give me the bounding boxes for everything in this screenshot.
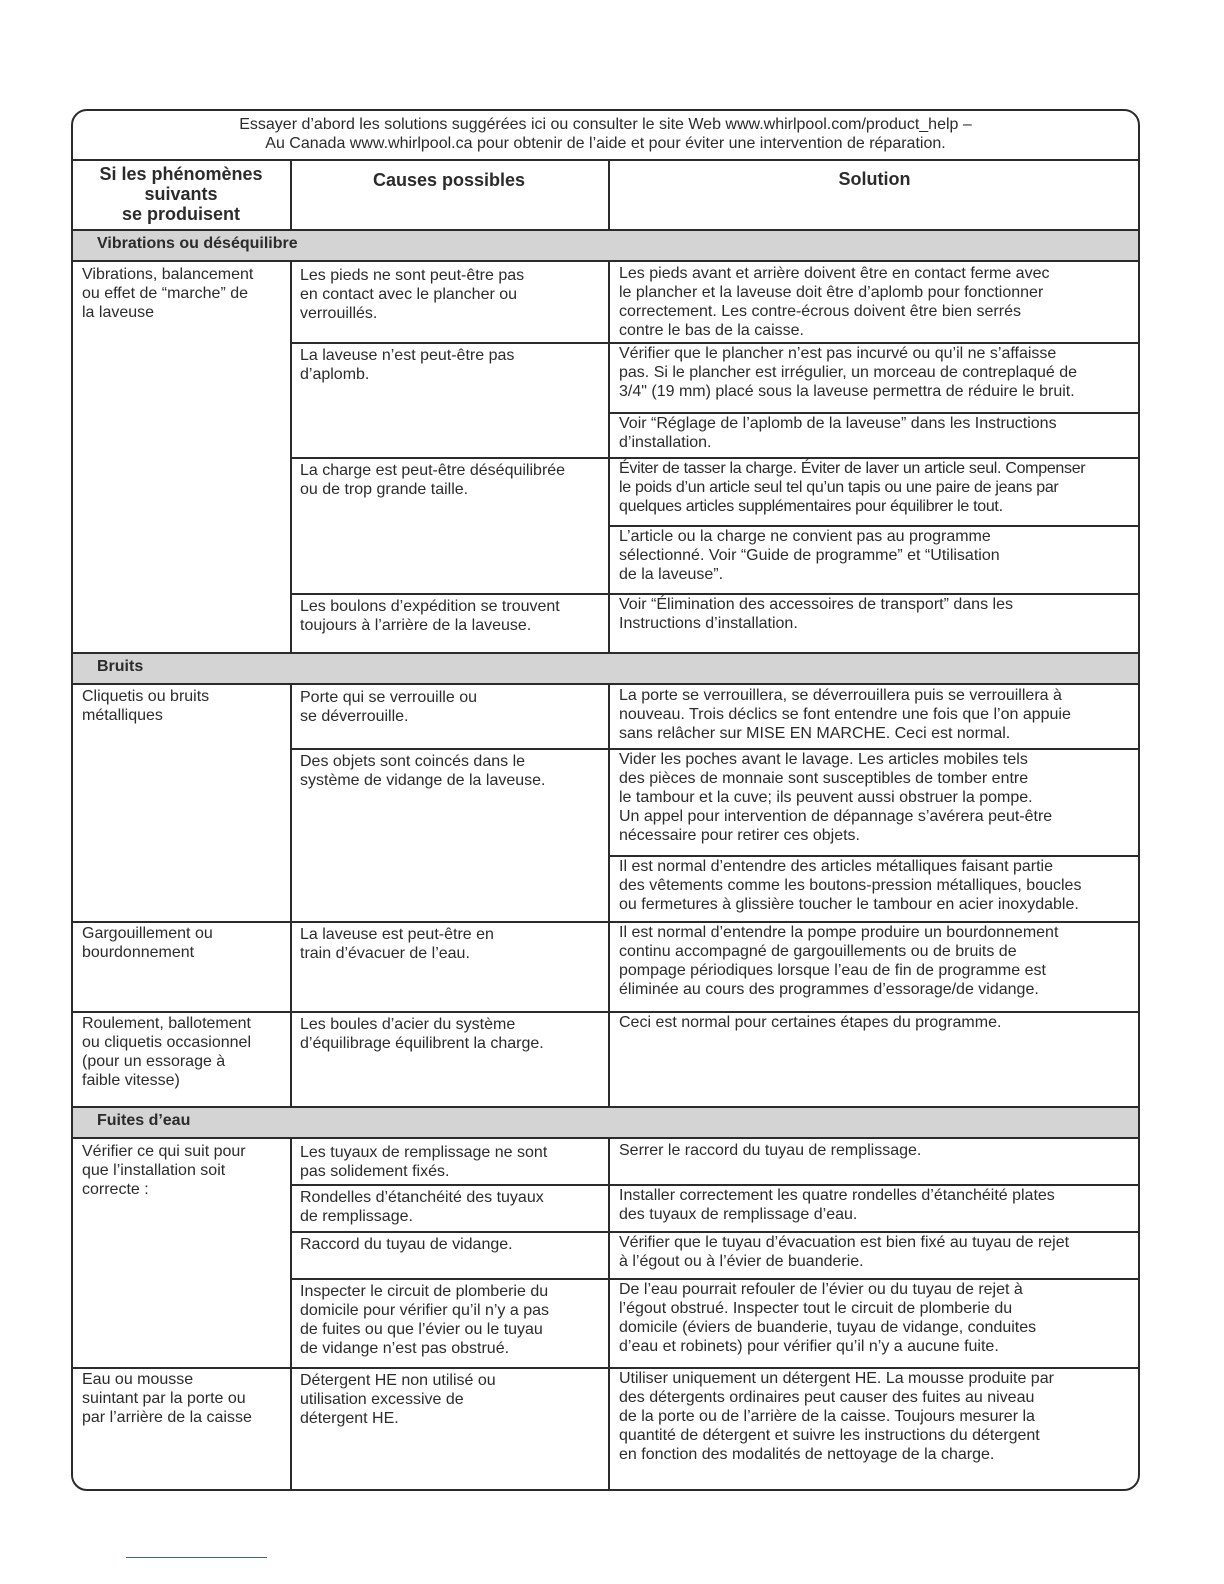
cause-cell-line: La charge est peut-être déséquilibrée bbox=[300, 462, 566, 479]
solution-cell-line: en fonction des modalités de nettoyage de la charge. bbox=[619, 1446, 995, 1463]
solution-cell-line: le poids d’un article seul tel qu’un tapis ou une paire de jeans par bbox=[619, 479, 1059, 496]
cause-cell bbox=[300, 597, 560, 635]
symptom-cell-line: correcte : bbox=[82, 1181, 149, 1198]
cause-cell-line: train d’évacuer de l’eau. bbox=[300, 945, 470, 962]
solution-cell-line: Instructions d’installation. bbox=[619, 615, 798, 632]
symptom-cell bbox=[82, 1014, 251, 1090]
solution-cell-line: Voir “Élimination des accessoires de transport” dans les bbox=[619, 596, 1013, 613]
symptom-cell-line: Gargouillement ou bbox=[82, 925, 213, 942]
solution-cell-line: Ceci est normal pour certaines étapes du programme. bbox=[619, 1014, 1002, 1031]
footer-rule bbox=[126, 1557, 267, 1558]
solution-cell-line: Serrer le raccord du tuyau de remplissage. bbox=[619, 1142, 922, 1159]
solution-cell-line: quelques articles supplémentaires pour équilibrer le tout. bbox=[619, 498, 1003, 515]
symptom-cell-line: Vérifier ce qui suit pour bbox=[82, 1143, 246, 1160]
cause-cell bbox=[300, 266, 524, 323]
solution-cell-line: des vêtements comme les boutons-pression métalliques, boucles bbox=[619, 877, 1082, 894]
intro-line: Au Canada www.whirlpool.ca pour obtenir de l’aide et pour éviter une intervention de réparation. bbox=[265, 135, 946, 152]
solution-cell-line: Voir “Réglage de l’aplomb de la laveuse” dans les Instructions bbox=[619, 415, 1057, 432]
solution-cell bbox=[619, 686, 1071, 743]
solution-cell bbox=[619, 1141, 921, 1160]
solution-cell bbox=[619, 595, 1013, 633]
solution-cell-line: à l’égout ou à l’évier de buanderie. bbox=[619, 1253, 864, 1270]
cause-cell-line: Les boulons d’expédition se trouvent bbox=[300, 598, 560, 615]
solution-cell-line: domicile (éviers de buanderie, tuyau de vidange, conduites bbox=[619, 1319, 1037, 1336]
solution-cell bbox=[619, 1280, 1036, 1356]
cause-cell-line: La laveuse est peut-être en bbox=[300, 926, 494, 943]
solution-cell bbox=[619, 923, 1058, 999]
header-symptom-line: Si les phénomènes bbox=[99, 164, 263, 184]
cause-cell-line: toujours à l’arrière de la laveuse. bbox=[300, 617, 532, 634]
cause-cell-line: Des objets sont coincés dans le bbox=[300, 753, 526, 770]
intro-line: Essayer d’abord les solutions suggérées ici ou consulter le site Web www.whirlpool.com/product_help – bbox=[239, 116, 972, 133]
cause-cell-line: Porte qui se verrouille ou bbox=[300, 689, 477, 706]
cause-cell-line: se déverrouille. bbox=[300, 708, 409, 725]
solution-cell-line: éliminée au cours des programmes d’essorage/de vidange. bbox=[619, 981, 1039, 998]
cause-cell-line: pas solidement fixés. bbox=[300, 1163, 450, 1180]
symptom-cell-line: suintant par la porte ou bbox=[82, 1390, 246, 1407]
solution-cell-line: pas. Si le plancher est irrégulier, un morceau de contreplaqué de bbox=[619, 364, 1078, 381]
cause-cell bbox=[300, 1015, 544, 1053]
solution-cell bbox=[619, 264, 1049, 340]
solution-cell bbox=[619, 750, 1052, 845]
column-divider bbox=[290, 159, 292, 229]
solution-cell-line: des tuyaux de remplissage d’eau. bbox=[619, 1206, 858, 1223]
solution-cell-line: le tambour et la cuve; ils peuvent aussi obstruer la pompe. bbox=[619, 789, 1033, 806]
solution-cell-line: 3/4" (19 mm) placé sous la laveuse permettra de réduire le bruit. bbox=[619, 383, 1075, 400]
symptom-cell-line: Vibrations, balancement bbox=[82, 266, 254, 283]
solution-cell-line: Il est normal d’entendre des articles métalliques faisant partie bbox=[619, 858, 1053, 875]
cause-cell bbox=[300, 1282, 549, 1358]
symptom-cell-line: faible vitesse) bbox=[82, 1072, 180, 1089]
symptom-cell bbox=[82, 1142, 246, 1199]
column-divider bbox=[608, 159, 610, 229]
symptom-cell bbox=[82, 687, 209, 725]
column-divider bbox=[608, 1139, 610, 1489]
symptom-cell-line: ou effet de “marche” de bbox=[82, 285, 249, 302]
cause-cell bbox=[300, 1188, 544, 1226]
solution-cell-line: correctement. Les contre-écrous doivent être bien serrés bbox=[619, 303, 1021, 320]
solution-cell-line: De l’eau pourrait refouler de l’évier ou du tuyau de rejet à bbox=[619, 1281, 1023, 1298]
solution-cell-line: des détergents ordinaires peut causer des fuites au niveau bbox=[619, 1389, 1035, 1406]
solution-cell-line: sans relâcher sur MISE EN MARCHE. Ceci est normal. bbox=[619, 725, 1011, 742]
column-divider bbox=[290, 1139, 292, 1489]
cause-cell-line: verrouillés. bbox=[300, 305, 378, 322]
cause-cell-line: Raccord du tuyau de vidange. bbox=[300, 1236, 513, 1253]
cause-cell-line: d’aplomb. bbox=[300, 366, 370, 383]
symptom-cell-line: ou cliquetis occasionnel bbox=[82, 1034, 251, 1051]
solution-cell-line: sélectionné. Voir “Guide de programme” et “Utilisation bbox=[619, 547, 1000, 564]
cause-cell-line: système de vidange de la laveuse. bbox=[300, 772, 546, 789]
cause-cell-line: domicile pour vérifier qu’il n’y a pas bbox=[300, 1302, 549, 1319]
solution-cell-line: Utiliser uniquement un détergent HE. La mousse produite par bbox=[619, 1370, 1054, 1387]
symptom-cell-line: que l’installation soit bbox=[82, 1162, 226, 1179]
cause-cell-line: de vidange n’est pas obstrué. bbox=[300, 1340, 510, 1357]
solution-cell-line: Un appel pour intervention de dépannage s’avérera peut-être bbox=[619, 808, 1053, 825]
section-band: Bruits bbox=[73, 652, 1138, 685]
solution-cell-line: d’eau et robinets) pour vérifier qu’il n’y a aucune fuite. bbox=[619, 1338, 999, 1355]
solution-cell-line: de la porte ou de l’arrière de la caisse. Toujours mesurer la bbox=[619, 1408, 1035, 1425]
cause-cell-line: Inspecter le circuit de plomberie du bbox=[300, 1283, 549, 1300]
cause-cell-line: Détergent HE non utilisé ou bbox=[300, 1372, 496, 1389]
solution-cell-line: Vider les poches avant le lavage. Les articles mobiles tels bbox=[619, 751, 1028, 768]
symptom-cell-line: Roulement, ballotement bbox=[82, 1015, 251, 1032]
solution-cell-line: nécessaire pour retirer ces objets. bbox=[619, 827, 860, 844]
header-symptom-line: suivants bbox=[144, 184, 218, 204]
cause-cell-line: d’équilibrage équilibrent la charge. bbox=[300, 1035, 544, 1052]
symptom-cell-line: par l’arrière de la caisse bbox=[82, 1409, 252, 1426]
solution-cell bbox=[619, 1369, 1054, 1464]
symptom-cell bbox=[82, 924, 213, 962]
header-symptom-line: se produisent bbox=[121, 204, 241, 224]
symptom-cell bbox=[82, 1370, 252, 1427]
cause-cell bbox=[300, 688, 477, 726]
cause-cell-line: Les pieds ne sont peut-être pas bbox=[300, 267, 525, 284]
solution-cell-line: Installer correctement les quatre rondelles d’étanchéité plates bbox=[619, 1187, 1055, 1204]
solution-cell-line: Vérifier que le plancher n’est pas incurvé ou qu’il ne s’affaisse bbox=[619, 345, 1057, 362]
solution-cell-line: le plancher et la laveuse doit être d’aplomb pour fonctionner bbox=[619, 284, 1044, 301]
symptom-cell-line: bourdonnement bbox=[82, 944, 195, 961]
cause-cell-line: utilisation excessive de bbox=[300, 1391, 464, 1408]
solution-cell-line: des pièces de monnaie sont susceptibles de tomber entre bbox=[619, 770, 1029, 787]
symptom-cell-line: la laveuse bbox=[82, 304, 155, 321]
cause-cell bbox=[300, 1143, 547, 1181]
solution-cell bbox=[619, 857, 1081, 914]
solution-cell-line: Éviter de tasser la charge. Éviter de laver un article seul. Compenser bbox=[619, 460, 1086, 477]
solution-cell-line: pompage périodiques lorsque l’eau de fin de programme est bbox=[619, 962, 1046, 979]
solution-cell-line: continu accompagné de gargouillements ou de bruits de bbox=[619, 943, 1017, 960]
cause-cell-line: ou de trop grande taille. bbox=[300, 481, 469, 498]
header-symptom bbox=[73, 161, 289, 231]
symptom-cell-line: Eau ou mousse bbox=[82, 1371, 194, 1388]
symptom-cell-line: (pour un essorage à bbox=[82, 1053, 226, 1070]
cause-cell-line: Les tuyaux de remplissage ne sont bbox=[300, 1144, 548, 1161]
cause-cell bbox=[300, 346, 514, 384]
solution-cell bbox=[619, 527, 1000, 584]
cause-cell-line: de fuites ou que l’évier ou le tuyau bbox=[300, 1321, 543, 1338]
cause-cell bbox=[300, 461, 565, 499]
header-cause: Causes possibles bbox=[372, 170, 526, 190]
solution-cell-line: ou fermetures à glissière toucher le tambour en acier inoxydable. bbox=[619, 896, 1079, 913]
troubleshooting-table bbox=[71, 109, 1140, 1491]
solution-cell bbox=[619, 1186, 1055, 1224]
solution-cell-line: d’installation. bbox=[619, 434, 712, 451]
intro-note bbox=[73, 111, 1138, 161]
section-band: Vibrations ou déséquilibre bbox=[73, 229, 1138, 262]
cause-cell-line: Les boules d’acier du système bbox=[300, 1016, 516, 1033]
symptom-cell bbox=[82, 265, 253, 322]
cause-cell-line: détergent HE. bbox=[300, 1410, 399, 1427]
solution-cell-line: Il est normal d’entendre la pompe produire un bourdonnement bbox=[619, 924, 1059, 941]
symptom-cell-line: Cliquetis ou bruits bbox=[82, 688, 210, 705]
solution-cell bbox=[619, 414, 1057, 452]
cause-cell-line: de remplissage. bbox=[300, 1208, 413, 1225]
solution-cell bbox=[619, 344, 1077, 401]
solution-cell-line: contre le bas de la caisse. bbox=[619, 322, 804, 339]
cause-cell bbox=[300, 1235, 513, 1254]
header-solution: Solution bbox=[838, 169, 911, 189]
solution-cell bbox=[619, 459, 1085, 516]
solution-cell-line: nouveau. Trois déclics se font entendre une fois que l’on appuie bbox=[619, 706, 1071, 723]
section-band: Fuites d’eau bbox=[73, 1106, 1138, 1139]
solution-cell-line: Les pieds avant et arrière doivent être en contact ferme avec bbox=[619, 265, 1050, 282]
cause-cell-line: Rondelles d’étanchéité des tuyaux bbox=[300, 1189, 544, 1206]
cause-cell bbox=[300, 925, 494, 963]
cause-cell bbox=[300, 752, 545, 790]
solution-cell-line: de la laveuse”. bbox=[619, 566, 724, 583]
solution-cell-line: L’article ou la charge ne convient pas au programme bbox=[619, 528, 991, 545]
solution-cell bbox=[619, 1233, 1069, 1271]
solution-cell-line: l’égout obstrué. Inspecter tout le circuit de plomberie du bbox=[619, 1300, 1013, 1317]
solution-cell bbox=[619, 1013, 1001, 1032]
cause-cell-line: en contact avec le plancher ou bbox=[300, 286, 518, 303]
solution-cell-line: quantité de détergent et suivre les instructions du détergent bbox=[619, 1427, 1040, 1444]
symptom-cell-line: métalliques bbox=[82, 707, 163, 724]
solution-cell-line: Vérifier que le tuyau d’évacuation est bien fixé au tuyau de rejet bbox=[619, 1234, 1070, 1251]
cause-cell bbox=[300, 1371, 496, 1428]
cause-cell-line: La laveuse n’est peut-être pas bbox=[300, 347, 515, 364]
solution-cell-line: La porte se verrouillera, se déverrouillera puis se verrouillera à bbox=[619, 687, 1062, 704]
